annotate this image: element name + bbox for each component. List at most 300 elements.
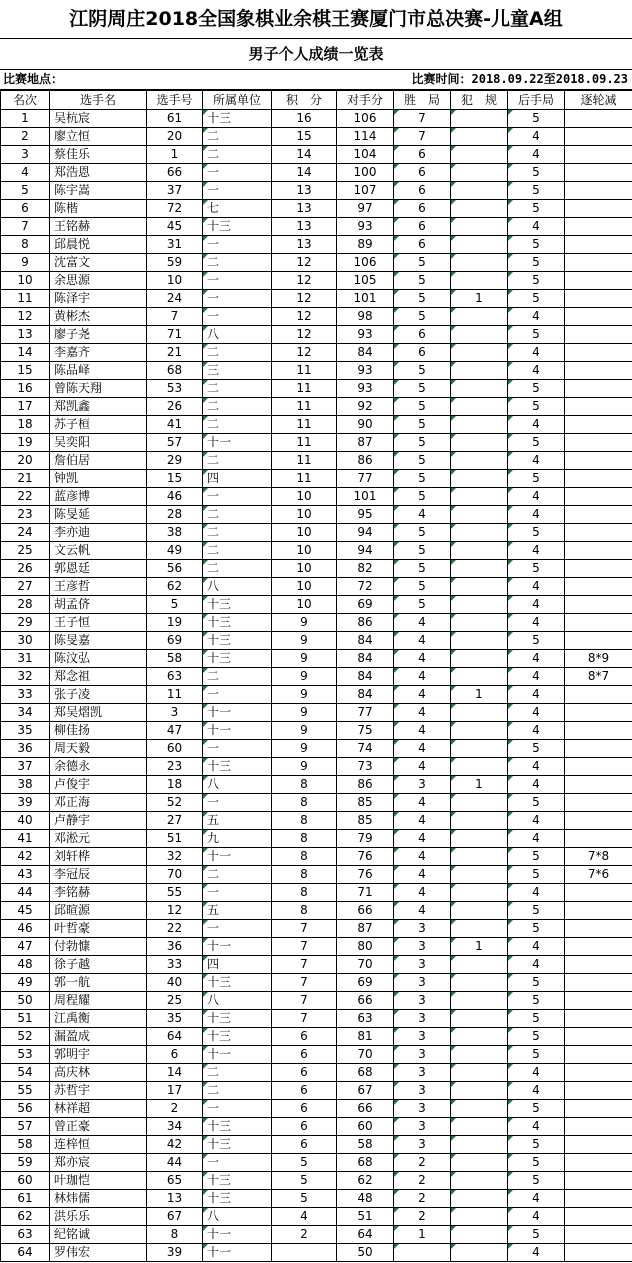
second-games-cell: 5	[508, 470, 565, 488]
opponent-score-cell: 87	[337, 920, 394, 938]
rank-cell: 62	[1, 1208, 50, 1226]
unit-cell: 一	[203, 164, 272, 182]
tiebreak-cell	[565, 380, 632, 398]
unit-cell: 一	[203, 236, 272, 254]
wins-cell: 6	[394, 236, 451, 254]
unit-cell: 五	[203, 812, 272, 830]
player-name-cell: 邱暄源	[50, 902, 147, 920]
player-number-cell: 6	[147, 1046, 203, 1064]
wins-cell: 4	[394, 632, 451, 650]
player-number-cell: 23	[147, 758, 203, 776]
second-games-cell: 4	[508, 308, 565, 326]
wins-cell: 5	[394, 308, 451, 326]
unit-cell: 十三	[203, 1136, 272, 1154]
player-name-cell: 蓝彦博	[50, 488, 147, 506]
points-cell: 9	[272, 614, 337, 632]
second-games-cell: 4	[508, 128, 565, 146]
second-games-cell: 4	[508, 596, 565, 614]
fouls-cell	[451, 632, 508, 650]
player-number-cell: 20	[147, 128, 203, 146]
opponent-score-cell: 71	[337, 884, 394, 902]
table-row	[1, 524, 632, 542]
fouls-cell	[451, 1172, 508, 1190]
tiebreak-cell	[565, 1082, 632, 1100]
wins-cell: 5	[394, 398, 451, 416]
points-cell: 2	[272, 1226, 337, 1244]
rank-cell: 61	[1, 1190, 50, 1208]
table-row	[1, 974, 632, 992]
fouls-cell: 1	[451, 686, 508, 704]
table-row	[1, 542, 632, 560]
player-name-cell: 邱晨悦	[50, 236, 147, 254]
points-cell: 10	[272, 596, 337, 614]
player-number-cell: 29	[147, 452, 203, 470]
fouls-cell	[451, 956, 508, 974]
rank-cell: 51	[1, 1010, 50, 1028]
player-number-cell: 62	[147, 578, 203, 596]
opponent-score-cell: 68	[337, 1064, 394, 1082]
rank-cell: 36	[1, 740, 50, 758]
unit-cell: 一	[203, 920, 272, 938]
unit-cell: 一	[203, 1154, 272, 1172]
wins-cell: 4	[394, 686, 451, 704]
rank-cell: 37	[1, 758, 50, 776]
points-cell: 14	[272, 146, 337, 164]
second-games-cell: 4	[508, 1244, 565, 1262]
fouls-cell	[451, 884, 508, 902]
player-number-cell: 63	[147, 668, 203, 686]
table-row	[1, 704, 632, 722]
second-games-cell: 4	[508, 1064, 565, 1082]
wins-cell: 5	[394, 416, 451, 434]
second-games-cell: 5	[508, 434, 565, 452]
wins-cell: 5	[394, 290, 451, 308]
player-number-cell: 1	[147, 146, 203, 164]
fouls-cell	[451, 1136, 508, 1154]
second-games-cell: 5	[508, 398, 565, 416]
points-cell: 9	[272, 650, 337, 668]
second-games-cell: 4	[508, 488, 565, 506]
points-cell: 8	[272, 848, 337, 866]
rank-cell: 6	[1, 200, 50, 218]
fouls-cell	[451, 1154, 508, 1172]
tiebreak-cell	[565, 938, 632, 956]
page-title: 江阴周庄2018全国象棋业余棋王赛厦门市总决赛-儿童A组	[0, 0, 632, 39]
rank-cell: 13	[1, 326, 50, 344]
player-name-cell: 曾陈天翔	[50, 380, 147, 398]
player-number-cell: 26	[147, 398, 203, 416]
rank-cell: 34	[1, 704, 50, 722]
second-games-cell: 4	[508, 1190, 565, 1208]
player-number-cell: 68	[147, 362, 203, 380]
opponent-score-cell: 94	[337, 524, 394, 542]
points-cell: 11	[272, 416, 337, 434]
fouls-cell	[451, 344, 508, 362]
second-games-cell: 4	[508, 812, 565, 830]
rank-cell: 40	[1, 812, 50, 830]
unit-cell: 二	[203, 452, 272, 470]
opponent-score-cell: 84	[337, 344, 394, 362]
rank-cell: 27	[1, 578, 50, 596]
player-number-cell: 53	[147, 380, 203, 398]
unit-cell: 一	[203, 308, 272, 326]
second-games-cell: 5	[508, 182, 565, 200]
wins-cell: 5	[394, 434, 451, 452]
second-games-cell: 4	[508, 758, 565, 776]
player-name-cell: 纪铭诚	[50, 1226, 147, 1244]
col-points-header: 积 分	[272, 91, 337, 110]
wins-cell: 5	[394, 560, 451, 578]
player-number-cell: 19	[147, 614, 203, 632]
player-number-cell: 8	[147, 1226, 203, 1244]
unit-cell: 十三	[203, 650, 272, 668]
player-number-cell: 31	[147, 236, 203, 254]
tiebreak-cell	[565, 110, 632, 128]
unit-cell: 二	[203, 416, 272, 434]
points-cell: 6	[272, 1118, 337, 1136]
player-name-cell: 陈旻嘉	[50, 632, 147, 650]
tiebreak-cell	[565, 308, 632, 326]
unit-cell: 一	[203, 272, 272, 290]
second-games-cell: 4	[508, 1208, 565, 1226]
player-name-cell: 徐子越	[50, 956, 147, 974]
opponent-score-cell: 101	[337, 488, 394, 506]
wins-cell: 3	[394, 920, 451, 938]
player-number-cell: 71	[147, 326, 203, 344]
points-cell: 11	[272, 398, 337, 416]
unit-cell: 二	[203, 1064, 272, 1082]
second-games-cell: 4	[508, 578, 565, 596]
table-row	[1, 1190, 632, 1208]
table-row	[1, 1064, 632, 1082]
points-cell: 7	[272, 1010, 337, 1028]
player-number-cell: 69	[147, 632, 203, 650]
tiebreak-cell	[565, 416, 632, 434]
player-name-cell: 叶哲豪	[50, 920, 147, 938]
unit-cell: 三	[203, 362, 272, 380]
table-row	[1, 992, 632, 1010]
player-name-cell: 郑吴熠凯	[50, 704, 147, 722]
fouls-cell	[451, 488, 508, 506]
points-cell: 10	[272, 506, 337, 524]
second-games-cell: 4	[508, 938, 565, 956]
tiebreak-cell	[565, 1154, 632, 1172]
fouls-cell	[451, 974, 508, 992]
unit-cell: 八	[203, 776, 272, 794]
player-number-cell: 28	[147, 506, 203, 524]
table-row	[1, 650, 632, 668]
second-games-cell: 5	[508, 110, 565, 128]
fouls-cell	[451, 614, 508, 632]
player-name-cell: 余德永	[50, 758, 147, 776]
second-games-cell: 5	[508, 1100, 565, 1118]
fouls-cell	[451, 236, 508, 254]
time-label: 比赛时间：2018.09.22至2018.09.23	[411, 72, 628, 86]
second-games-cell: 4	[508, 506, 565, 524]
tiebreak-cell	[565, 470, 632, 488]
rank-cell: 24	[1, 524, 50, 542]
fouls-cell	[451, 1010, 508, 1028]
opponent-score-cell: 84	[337, 650, 394, 668]
opponent-score-cell: 69	[337, 596, 394, 614]
points-cell: 11	[272, 362, 337, 380]
tiebreak-cell	[565, 290, 632, 308]
rank-cell: 58	[1, 1136, 50, 1154]
unit-cell: 二	[203, 668, 272, 686]
unit-cell: 二	[203, 146, 272, 164]
player-name-cell: 文云帆	[50, 542, 147, 560]
player-number-cell: 70	[147, 866, 203, 884]
player-name-cell: 蔡佳乐	[50, 146, 147, 164]
points-cell: 6	[272, 1028, 337, 1046]
fouls-cell	[451, 416, 508, 434]
player-name-cell: 叶珈恺	[50, 1172, 147, 1190]
points-cell: 7	[272, 938, 337, 956]
fouls-cell	[451, 506, 508, 524]
second-games-cell: 4	[508, 686, 565, 704]
table-row	[1, 560, 632, 578]
wins-cell: 2	[394, 1172, 451, 1190]
tiebreak-cell	[565, 686, 632, 704]
wins-cell: 3	[394, 1100, 451, 1118]
tiebreak-cell	[565, 794, 632, 812]
wins-cell: 6	[394, 146, 451, 164]
tiebreak-cell	[565, 488, 632, 506]
col-second-games-header: 后手局	[508, 91, 565, 110]
opponent-score-cell: 107	[337, 182, 394, 200]
unit-cell: 十三	[203, 1028, 272, 1046]
tiebreak-cell	[565, 596, 632, 614]
table-row	[1, 722, 632, 740]
unit-cell: 七	[203, 200, 272, 218]
opponent-score-cell: 51	[337, 1208, 394, 1226]
points-cell: 7	[272, 956, 337, 974]
player-number-cell: 51	[147, 830, 203, 848]
points-cell: 9	[272, 686, 337, 704]
unit-cell: 二	[203, 542, 272, 560]
wins-cell: 6	[394, 200, 451, 218]
col-player-name-header: 选手名	[50, 91, 147, 110]
second-games-cell: 5	[508, 1010, 565, 1028]
unit-cell: 一	[203, 488, 272, 506]
results-table	[0, 90, 632, 1262]
player-number-cell: 11	[147, 686, 203, 704]
player-name-cell: 李嘉齐	[50, 344, 147, 362]
fouls-cell	[451, 1082, 508, 1100]
table-row	[1, 254, 632, 272]
unit-cell: 十一	[203, 1046, 272, 1064]
unit-cell: 八	[203, 1208, 272, 1226]
fouls-cell	[451, 722, 508, 740]
points-cell: 6	[272, 1082, 337, 1100]
player-number-cell: 17	[147, 1082, 203, 1100]
fouls-cell	[451, 1226, 508, 1244]
rank-cell: 47	[1, 938, 50, 956]
tiebreak-cell	[565, 1226, 632, 1244]
points-cell: 6	[272, 1064, 337, 1082]
second-games-cell: 5	[508, 992, 565, 1010]
player-number-cell: 38	[147, 524, 203, 542]
player-name-cell: 郑凯鑫	[50, 398, 147, 416]
wins-cell: 4	[394, 740, 451, 758]
player-number-cell: 5	[147, 596, 203, 614]
wins-cell: 4	[394, 668, 451, 686]
table-row	[1, 866, 632, 884]
table-body	[1, 110, 632, 1262]
opponent-score-cell: 106	[337, 110, 394, 128]
rank-cell: 35	[1, 722, 50, 740]
wins-cell: 3	[394, 1118, 451, 1136]
second-games-cell: 5	[508, 290, 565, 308]
opponent-score-cell: 98	[337, 308, 394, 326]
fouls-cell: 1	[451, 938, 508, 956]
col-opponent-score-header: 对手分	[337, 91, 394, 110]
table-row	[1, 290, 632, 308]
rank-cell: 29	[1, 614, 50, 632]
points-cell: 9	[272, 704, 337, 722]
rank-cell: 53	[1, 1046, 50, 1064]
second-games-cell: 5	[508, 1046, 565, 1064]
tiebreak-cell	[565, 1244, 632, 1262]
table-row	[1, 614, 632, 632]
rank-cell: 32	[1, 668, 50, 686]
rank-cell: 45	[1, 902, 50, 920]
table-row	[1, 146, 632, 164]
player-name-cell: 李铭赫	[50, 884, 147, 902]
points-cell: 7	[272, 920, 337, 938]
second-games-cell: 4	[508, 146, 565, 164]
opponent-score-cell: 63	[337, 1010, 394, 1028]
points-cell: 10	[272, 542, 337, 560]
second-games-cell: 4	[508, 218, 565, 236]
second-games-cell: 4	[508, 956, 565, 974]
unit-cell: 十一	[203, 434, 272, 452]
player-name-cell: 卢静宇	[50, 812, 147, 830]
tiebreak-cell: 7*8	[565, 848, 632, 866]
page-subtitle: 男子个人成绩一览表	[0, 39, 632, 70]
unit-cell: 八	[203, 992, 272, 1010]
unit-cell: 四	[203, 956, 272, 974]
points-cell: 10	[272, 524, 337, 542]
wins-cell: 5	[394, 254, 451, 272]
points-cell: 10	[272, 560, 337, 578]
table-row	[1, 794, 632, 812]
tiebreak-cell	[565, 632, 632, 650]
rank-cell: 52	[1, 1028, 50, 1046]
col-unit-header: 所属单位	[203, 91, 272, 110]
tiebreak-cell	[565, 362, 632, 380]
table-row	[1, 884, 632, 902]
player-number-cell: 52	[147, 794, 203, 812]
opponent-score-cell: 70	[337, 1046, 394, 1064]
tiebreak-cell	[565, 1136, 632, 1154]
opponent-score-cell: 60	[337, 1118, 394, 1136]
wins-cell: 3	[394, 938, 451, 956]
second-games-cell: 4	[508, 650, 565, 668]
player-number-cell: 65	[147, 1172, 203, 1190]
tiebreak-cell	[565, 1190, 632, 1208]
tiebreak-cell	[565, 1118, 632, 1136]
points-cell: 6	[272, 1136, 337, 1154]
wins-cell: 4	[394, 506, 451, 524]
player-name-cell: 曾正豪	[50, 1118, 147, 1136]
fouls-cell	[451, 380, 508, 398]
points-cell: 7	[272, 992, 337, 1010]
unit-cell: 二	[203, 1082, 272, 1100]
player-number-cell: 14	[147, 1064, 203, 1082]
player-name-cell: 陈宇嵩	[50, 182, 147, 200]
points-cell: 8	[272, 902, 337, 920]
second-games-cell: 5	[508, 1028, 565, 1046]
player-number-cell: 49	[147, 542, 203, 560]
points-cell: 5	[272, 1190, 337, 1208]
fouls-cell	[451, 434, 508, 452]
player-name-cell: 李亦迪	[50, 524, 147, 542]
player-name-cell: 陈旻延	[50, 506, 147, 524]
fouls-cell	[451, 1208, 508, 1226]
opponent-score-cell: 86	[337, 776, 394, 794]
fouls-cell	[451, 254, 508, 272]
opponent-score-cell: 77	[337, 470, 394, 488]
fouls-cell	[451, 524, 508, 542]
second-games-cell: 5	[508, 1154, 565, 1172]
points-cell: 14	[272, 164, 337, 182]
points-cell: 12	[272, 344, 337, 362]
player-number-cell: 67	[147, 1208, 203, 1226]
wins-cell: 3	[394, 1028, 451, 1046]
player-name-cell: 罗伟宏	[50, 1244, 147, 1262]
table-row	[1, 668, 632, 686]
wins-cell: 3	[394, 1064, 451, 1082]
opponent-score-cell: 95	[337, 506, 394, 524]
fouls-cell	[451, 668, 508, 686]
player-name-cell: 郑念祖	[50, 668, 147, 686]
fouls-cell	[451, 830, 508, 848]
unit-cell: 二	[203, 398, 272, 416]
player-number-cell: 32	[147, 848, 203, 866]
second-games-cell: 4	[508, 362, 565, 380]
unit-cell: 二	[203, 560, 272, 578]
col-fouls-header: 犯 规	[451, 91, 508, 110]
player-number-cell: 61	[147, 110, 203, 128]
points-cell: 16	[272, 110, 337, 128]
wins-cell: 4	[394, 704, 451, 722]
opponent-score-cell: 106	[337, 254, 394, 272]
player-number-cell: 56	[147, 560, 203, 578]
points-cell: 13	[272, 218, 337, 236]
table-row	[1, 758, 632, 776]
table-row	[1, 1136, 632, 1154]
second-games-cell: 5	[508, 740, 565, 758]
player-number-cell: 18	[147, 776, 203, 794]
opponent-score-cell: 70	[337, 956, 394, 974]
fouls-cell	[451, 1028, 508, 1046]
tiebreak-cell: 7*6	[565, 866, 632, 884]
player-name-cell: 苏子桓	[50, 416, 147, 434]
points-cell: 12	[272, 290, 337, 308]
player-number-cell: 72	[147, 200, 203, 218]
wins-cell: 6	[394, 218, 451, 236]
opponent-score-cell: 84	[337, 632, 394, 650]
tiebreak-cell	[565, 542, 632, 560]
fouls-cell: 1	[451, 776, 508, 794]
table-row	[1, 830, 632, 848]
opponent-score-cell: 69	[337, 974, 394, 992]
unit-cell: 一	[203, 290, 272, 308]
fouls-cell	[451, 398, 508, 416]
player-number-cell: 57	[147, 434, 203, 452]
fouls-cell: 1	[451, 290, 508, 308]
